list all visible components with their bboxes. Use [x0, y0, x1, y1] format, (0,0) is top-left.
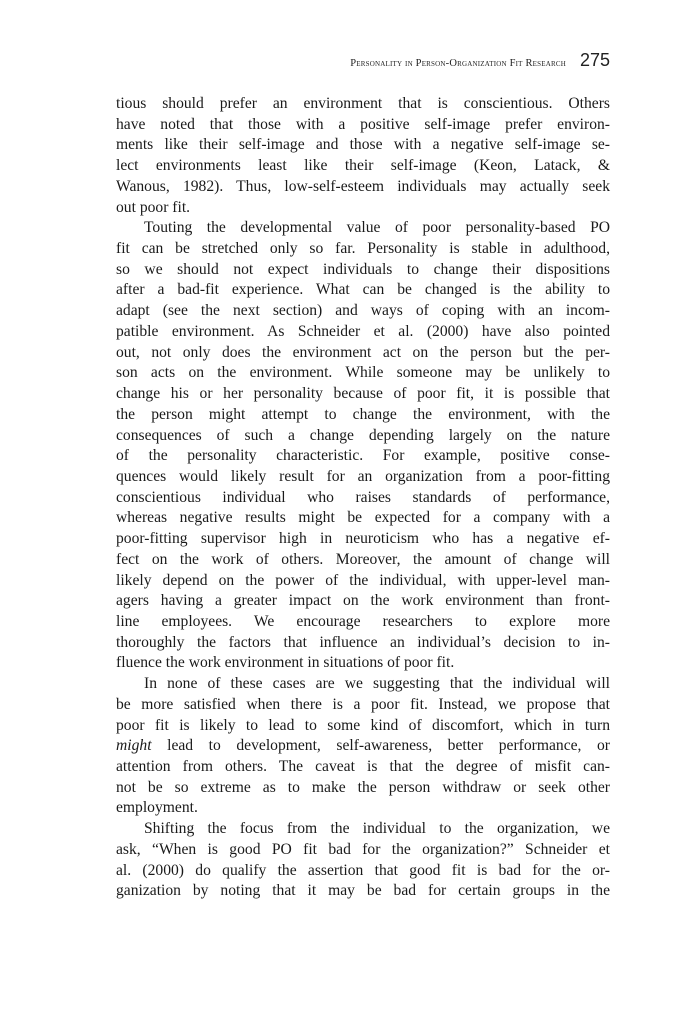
text-line: so we should not expect individuals to change their dispositions	[116, 260, 610, 278]
text-line: thoroughly the factors that influence an individual’s decision to in-	[116, 633, 610, 651]
text-line: employment.	[116, 799, 198, 817]
text-line: ask, “When is good PO fit bad for the organization?” Schneider et	[116, 840, 610, 858]
text-line: quences would likely result for an organization from a poor-fitting	[116, 467, 610, 485]
text-line: out poor fit.	[116, 198, 191, 216]
text-line: fluence the work environment in situations of poor fit.	[116, 654, 455, 672]
text-line: poor fit is likely to lead to some kind of discomfort, which in turn	[116, 716, 610, 734]
text-line: In none of these cases are we suggesting that the individual will	[144, 675, 610, 693]
text-line: consequences of such a change depending largely on the nature	[116, 426, 610, 444]
text-line: have noted that those with a positive self-image prefer environ-	[116, 115, 610, 133]
text-line: adapt (see the next section) and ways of coping with an incom-	[116, 302, 610, 320]
page-number: 275	[579, 50, 610, 70]
text-line: Wanous, 1982). Thus, low-self-esteem individuals may actually seek	[116, 177, 610, 195]
text-line: not be so extreme as to make the person withdraw or seek other	[116, 778, 610, 796]
text-line: Touting the developmental value of poor personality-based PO	[144, 219, 610, 237]
text-line: agers having a greater impact on the work environment than front-	[116, 592, 610, 610]
body-text	[116, 94, 610, 902]
text-line: after a bad-fit experience. What can be changed is the ability to	[116, 281, 610, 299]
running-title: Personality in Person-Organization Fit Research	[350, 58, 566, 69]
text-line: likely depend on the power of the individual, with upper-level man-	[116, 571, 610, 589]
text-line: tious should prefer an environment that is conscientious. Others	[116, 95, 610, 112]
text-line: patible environment. As Schneider et al. (2000) have also pointed	[116, 322, 610, 340]
text-line: out, not only does the environment act on the person but the per-	[116, 343, 610, 361]
text-line: attention from others. The caveat is that the degree of misfit can-	[116, 758, 610, 775]
text-line: al. (2000) do qualify the assertion that good fit is bad for the or-	[116, 861, 610, 879]
text-line: of the personality characteristic. For example, positive conse-	[116, 447, 610, 465]
text-line: change his or her personality because of poor fit, it is possible that	[116, 385, 610, 403]
text-line: line employees. We encourage researchers to explore more	[116, 612, 610, 630]
running-head	[350, 50, 610, 71]
italic-emphasis: might	[116, 737, 152, 755]
text-line: ments like their self-image and those with a negative self-image se-	[116, 136, 610, 154]
text-line: whereas negative results might be expected for a company with a	[116, 509, 610, 527]
text-line: conscientious individual who raises standards of performance,	[116, 488, 610, 506]
text-line: lect environments least like their self-image (Keon, Latack, &	[116, 157, 610, 175]
text-line: Shifting the focus from the individual to the organization, we	[144, 820, 610, 838]
text-line: be more satisfied when there is a poor fit. Instead, we propose that	[116, 695, 610, 713]
text-line: ganization by noting that it may be bad for certain groups in the	[116, 882, 610, 900]
text-line: poor-fitting supervisor high in neuroticism who has a negative ef-	[116, 530, 610, 548]
text-line: fit can be stretched only so far. Personality is stable in adulthood,	[116, 240, 610, 258]
text-line italic-line	[116, 736, 610, 757]
text-line: fect on the work of others. Moreover, the amount of change will	[116, 550, 610, 568]
text-line: the person might attempt to change the environment, with the	[116, 405, 610, 423]
text-line-rest: lead to development, self-awareness, better performance, or	[167, 737, 611, 755]
text-line: son acts on the environment. While someone may be unlikely to	[116, 364, 610, 382]
